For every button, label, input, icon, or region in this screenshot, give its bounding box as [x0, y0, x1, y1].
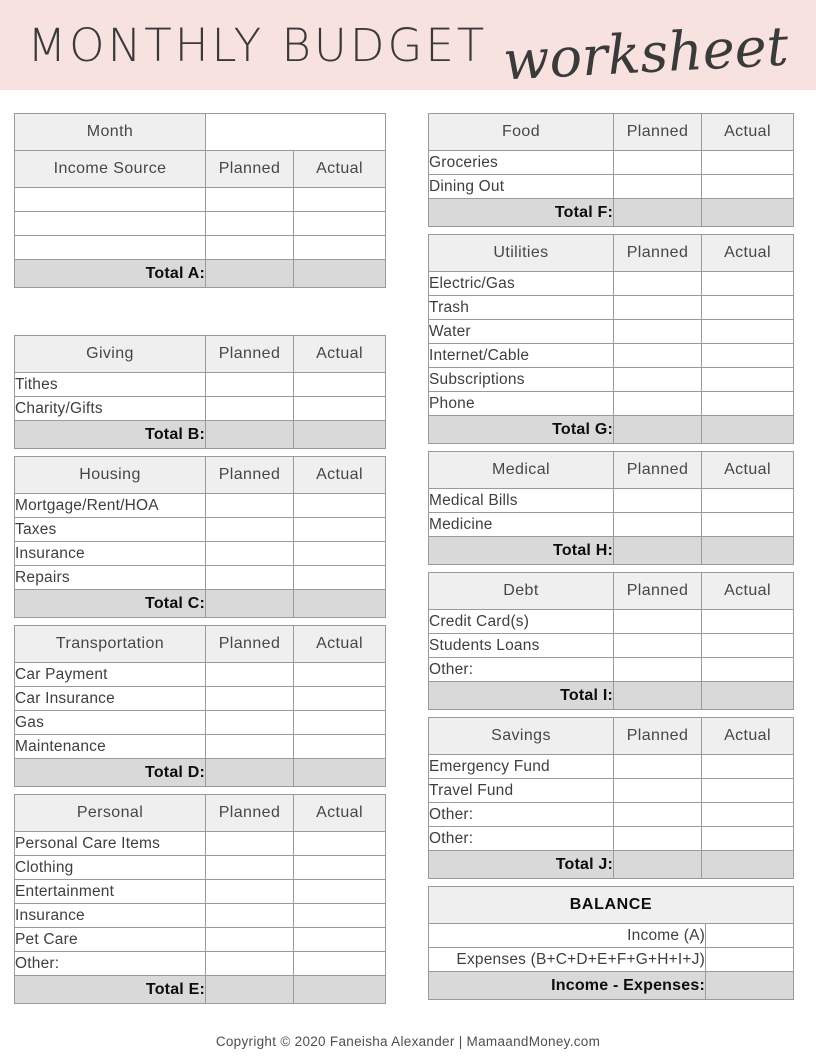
row-label: Charity/Gifts — [15, 397, 206, 421]
actual-column-header: Actual — [702, 718, 794, 755]
row-label: Travel Fund — [429, 779, 614, 803]
planned-value-cell — [614, 392, 702, 416]
planned-value-cell — [206, 397, 294, 421]
actual-value-cell — [702, 755, 794, 779]
table-row — [15, 212, 386, 236]
table-row — [15, 904, 386, 928]
planned-column-header: Planned — [614, 114, 702, 151]
transportation-total-label: Total D: — [15, 759, 206, 787]
planned-value-cell — [206, 711, 294, 735]
row-label: Maintenance — [15, 735, 206, 759]
copyright-footer: Copyright © 2020 Faneisha Alexander | MamaandMoney.com — [215, 1034, 601, 1049]
row-label: Mortgage/Rent/HOA — [15, 494, 206, 518]
actual-value-cell — [294, 397, 386, 421]
table-row — [15, 928, 386, 952]
planned-value-cell — [614, 827, 702, 851]
actual-value-cell — [702, 296, 794, 320]
table-row — [429, 344, 794, 368]
table-row — [15, 687, 386, 711]
row-label: Emergency Fund — [429, 755, 614, 779]
actual-value-cell — [294, 687, 386, 711]
actual-value-cell — [294, 928, 386, 952]
table-row — [15, 373, 386, 397]
row-label: Personal Care Items — [15, 832, 206, 856]
actual-value-cell — [702, 803, 794, 827]
row-label: Other: — [429, 827, 614, 851]
row-label: Dining Out — [429, 175, 614, 199]
planned-total-cell — [614, 416, 702, 444]
balance-total-value-cell — [705, 972, 793, 1000]
actual-column-header: Actual — [702, 235, 794, 272]
actual-value-cell — [294, 952, 386, 976]
total-row — [15, 260, 386, 288]
medical-header: Medical — [429, 452, 614, 489]
actual-column-header: Actual — [294, 626, 386, 663]
section-header-row — [429, 114, 794, 151]
planned-value-cell — [614, 320, 702, 344]
planned-total-cell — [206, 976, 294, 1004]
row-label: Car Payment — [15, 663, 206, 687]
utilities-total-label: Total G: — [429, 416, 614, 444]
transportation-table — [14, 625, 386, 787]
total-row — [429, 851, 794, 879]
actual-value-cell — [294, 518, 386, 542]
section-header-row — [15, 457, 386, 494]
planned-column-header: Planned — [206, 151, 294, 188]
planned-value-cell — [614, 296, 702, 320]
actual-value-cell — [702, 634, 794, 658]
table-row — [429, 489, 794, 513]
actual-total-cell — [294, 260, 386, 288]
actual-value-cell — [294, 735, 386, 759]
total-row — [15, 759, 386, 787]
table-row — [15, 542, 386, 566]
utilities-header: Utilities — [429, 235, 614, 272]
actual-total-cell — [702, 416, 794, 444]
table-row — [15, 518, 386, 542]
row-label: Entertainment — [15, 880, 206, 904]
total-row — [15, 976, 386, 1004]
row-label: Car Insurance — [15, 687, 206, 711]
savings-header: Savings — [429, 718, 614, 755]
planned-column-header: Planned — [614, 718, 702, 755]
personal-table — [14, 794, 386, 1004]
planned-column-header: Planned — [206, 457, 294, 494]
planned-column-header: Planned — [614, 573, 702, 610]
row-label: Phone — [429, 392, 614, 416]
section-header-row — [429, 235, 794, 272]
row-label: Other: — [429, 803, 614, 827]
row-label: Credit Card(s) — [429, 610, 614, 634]
section-header-row — [15, 795, 386, 832]
row-label — [15, 212, 206, 236]
planned-value-cell — [206, 663, 294, 687]
planned-column-header: Planned — [614, 235, 702, 272]
left-column — [14, 113, 386, 1004]
debt-total-label: Total I: — [429, 682, 614, 710]
planned-value-cell — [206, 236, 294, 260]
planned-value-cell — [614, 368, 702, 392]
actual-column-header: Actual — [294, 457, 386, 494]
medical-total-label: Total H: — [429, 537, 614, 565]
actual-column-header: Actual — [702, 452, 794, 489]
planned-column-header: Planned — [614, 452, 702, 489]
actual-value-cell — [294, 373, 386, 397]
table-row — [429, 368, 794, 392]
table-row — [429, 803, 794, 827]
row-label: Medicine — [429, 513, 614, 537]
table-row — [429, 272, 794, 296]
income-header: Income Source — [15, 151, 206, 188]
personal-header: Personal — [15, 795, 206, 832]
planned-total-cell — [206, 590, 294, 618]
row-label: Insurance — [15, 904, 206, 928]
table-row — [15, 188, 386, 212]
total-row — [429, 199, 794, 227]
actual-total-cell — [702, 537, 794, 565]
housing-table — [14, 456, 386, 618]
giving-total-label: Total B: — [15, 421, 206, 449]
actual-value-cell — [702, 175, 794, 199]
row-label: Taxes — [15, 518, 206, 542]
actual-value-cell — [294, 188, 386, 212]
actual-total-cell — [702, 682, 794, 710]
actual-value-cell — [294, 663, 386, 687]
month-input-cell — [206, 114, 386, 151]
planned-value-cell — [206, 735, 294, 759]
table-row — [15, 494, 386, 518]
actual-value-cell — [702, 320, 794, 344]
income-total-label: Total A: — [15, 260, 206, 288]
page-title-script: worksheet — [501, 14, 791, 92]
giving-table — [14, 335, 386, 449]
transportation-header: Transportation — [15, 626, 206, 663]
planned-value-cell — [206, 518, 294, 542]
row-label: Subscriptions — [429, 368, 614, 392]
actual-total-cell — [702, 851, 794, 879]
planned-total-cell — [614, 199, 702, 227]
actual-value-cell — [702, 151, 794, 175]
housing-total-label: Total C: — [15, 590, 206, 618]
total-row — [429, 972, 794, 1000]
planned-value-cell — [206, 904, 294, 928]
balance-row-value-cell — [705, 924, 793, 948]
actual-total-cell — [294, 590, 386, 618]
actual-value-cell — [294, 236, 386, 260]
section-header-row — [15, 336, 386, 373]
table-row — [429, 779, 794, 803]
actual-value-cell — [294, 212, 386, 236]
title-band — [0, 0, 816, 90]
actual-total-cell — [294, 759, 386, 787]
planned-value-cell — [206, 188, 294, 212]
actual-column-header: Actual — [702, 573, 794, 610]
row-label — [15, 188, 206, 212]
table-row — [429, 610, 794, 634]
balance-table — [428, 886, 794, 1000]
income-table — [14, 113, 386, 288]
actual-value-cell — [702, 489, 794, 513]
planned-value-cell — [614, 344, 702, 368]
utilities-table — [428, 234, 794, 444]
food-table — [428, 113, 794, 227]
actual-value-cell — [702, 272, 794, 296]
actual-value-cell — [294, 566, 386, 590]
medical-table — [428, 451, 794, 565]
planned-total-cell — [614, 851, 702, 879]
planned-value-cell — [614, 779, 702, 803]
actual-value-cell — [702, 368, 794, 392]
row-label: Other: — [429, 658, 614, 682]
planned-value-cell — [206, 542, 294, 566]
total-row — [15, 421, 386, 449]
balance-row-value-cell — [705, 948, 793, 972]
row-label: Medical Bills — [429, 489, 614, 513]
table-row — [15, 880, 386, 904]
month-row — [15, 114, 386, 151]
planned-column-header: Planned — [206, 626, 294, 663]
planned-value-cell — [206, 880, 294, 904]
planned-total-cell — [206, 421, 294, 449]
personal-total-label: Total E: — [15, 976, 206, 1004]
planned-value-cell — [614, 513, 702, 537]
actual-value-cell — [294, 832, 386, 856]
actual-total-cell — [702, 199, 794, 227]
planned-value-cell — [206, 494, 294, 518]
table-row — [429, 755, 794, 779]
actual-total-cell — [294, 976, 386, 1004]
actual-value-cell — [702, 392, 794, 416]
row-label: Other: — [15, 952, 206, 976]
giving-header: Giving — [15, 336, 206, 373]
actual-value-cell — [702, 779, 794, 803]
actual-value-cell — [702, 658, 794, 682]
table-row — [15, 735, 386, 759]
table-row — [429, 658, 794, 682]
actual-column-header: Actual — [294, 336, 386, 373]
total-row — [429, 416, 794, 444]
total-row — [15, 590, 386, 618]
table-row — [429, 392, 794, 416]
section-header-row — [15, 626, 386, 663]
planned-column-header: Planned — [206, 795, 294, 832]
actual-value-cell — [294, 494, 386, 518]
planned-value-cell — [614, 755, 702, 779]
row-label: Students Loans — [429, 634, 614, 658]
balance-row-label: Expenses (B+C+D+E+F+G+H+I+J) — [429, 948, 706, 972]
debt-table — [428, 572, 794, 710]
section-header-row — [429, 573, 794, 610]
row-label: Gas — [15, 711, 206, 735]
total-row — [429, 682, 794, 710]
planned-value-cell — [614, 658, 702, 682]
total-row — [429, 537, 794, 565]
savings-table — [428, 717, 794, 879]
month-label: Month — [15, 114, 206, 151]
balance-header: BALANCE — [429, 887, 794, 924]
row-label: Tithes — [15, 373, 206, 397]
table-row — [15, 236, 386, 260]
row-label: Trash — [429, 296, 614, 320]
right-column — [428, 113, 794, 1000]
debt-header: Debt — [429, 573, 614, 610]
row-label: Groceries — [429, 151, 614, 175]
table-row — [15, 832, 386, 856]
planned-value-cell — [614, 175, 702, 199]
row-label: Internet/Cable — [429, 344, 614, 368]
section-header-row — [429, 718, 794, 755]
table-row — [429, 827, 794, 851]
table-row — [429, 513, 794, 537]
table-row — [429, 175, 794, 199]
table-row — [429, 320, 794, 344]
actual-column-header: Actual — [294, 151, 386, 188]
planned-total-cell — [206, 260, 294, 288]
tables-area — [0, 90, 816, 1004]
table-row — [15, 952, 386, 976]
actual-value-cell — [702, 610, 794, 634]
row-label: Insurance — [15, 542, 206, 566]
actual-value-cell — [702, 344, 794, 368]
food-header: Food — [429, 114, 614, 151]
planned-value-cell — [206, 212, 294, 236]
planned-value-cell — [614, 489, 702, 513]
section-header-row — [15, 151, 386, 188]
row-label: Clothing — [15, 856, 206, 880]
row-label: Water — [429, 320, 614, 344]
actual-value-cell — [294, 856, 386, 880]
table-row — [429, 151, 794, 175]
row-label: Pet Care — [15, 928, 206, 952]
housing-header: Housing — [15, 457, 206, 494]
row-label: Electric/Gas — [429, 272, 614, 296]
table-row — [15, 856, 386, 880]
row-label — [15, 236, 206, 260]
actual-value-cell — [294, 711, 386, 735]
balance-total-label: Income - Expenses: — [429, 972, 706, 1000]
planned-value-cell — [614, 610, 702, 634]
planned-total-cell — [614, 537, 702, 565]
planned-value-cell — [614, 634, 702, 658]
actual-value-cell — [702, 827, 794, 851]
planned-value-cell — [206, 952, 294, 976]
planned-value-cell — [206, 832, 294, 856]
planned-total-cell — [614, 682, 702, 710]
table-row — [429, 296, 794, 320]
table-row — [429, 634, 794, 658]
table-row — [429, 948, 794, 972]
planned-value-cell — [614, 151, 702, 175]
actual-value-cell — [702, 513, 794, 537]
table-row — [15, 566, 386, 590]
planned-value-cell — [206, 928, 294, 952]
table-row — [15, 663, 386, 687]
food-total-label: Total F: — [429, 199, 614, 227]
balance-row-label: Income (A) — [429, 924, 706, 948]
row-label: Repairs — [15, 566, 206, 590]
planned-value-cell — [614, 803, 702, 827]
planned-value-cell — [614, 272, 702, 296]
actual-column-header: Actual — [294, 795, 386, 832]
planned-value-cell — [206, 373, 294, 397]
planned-value-cell — [206, 566, 294, 590]
actual-value-cell — [294, 542, 386, 566]
section-header-row — [429, 452, 794, 489]
actual-column-header: Actual — [702, 114, 794, 151]
savings-total-label: Total J: — [429, 851, 614, 879]
planned-column-header: Planned — [206, 336, 294, 373]
page-title: MONTHLY BUDGET — [27, 18, 488, 72]
table-row — [15, 397, 386, 421]
planned-value-cell — [206, 856, 294, 880]
table-row — [429, 924, 794, 948]
actual-value-cell — [294, 904, 386, 928]
planned-value-cell — [206, 687, 294, 711]
actual-total-cell — [294, 421, 386, 449]
planned-total-cell — [206, 759, 294, 787]
table-row — [15, 711, 386, 735]
actual-value-cell — [294, 880, 386, 904]
